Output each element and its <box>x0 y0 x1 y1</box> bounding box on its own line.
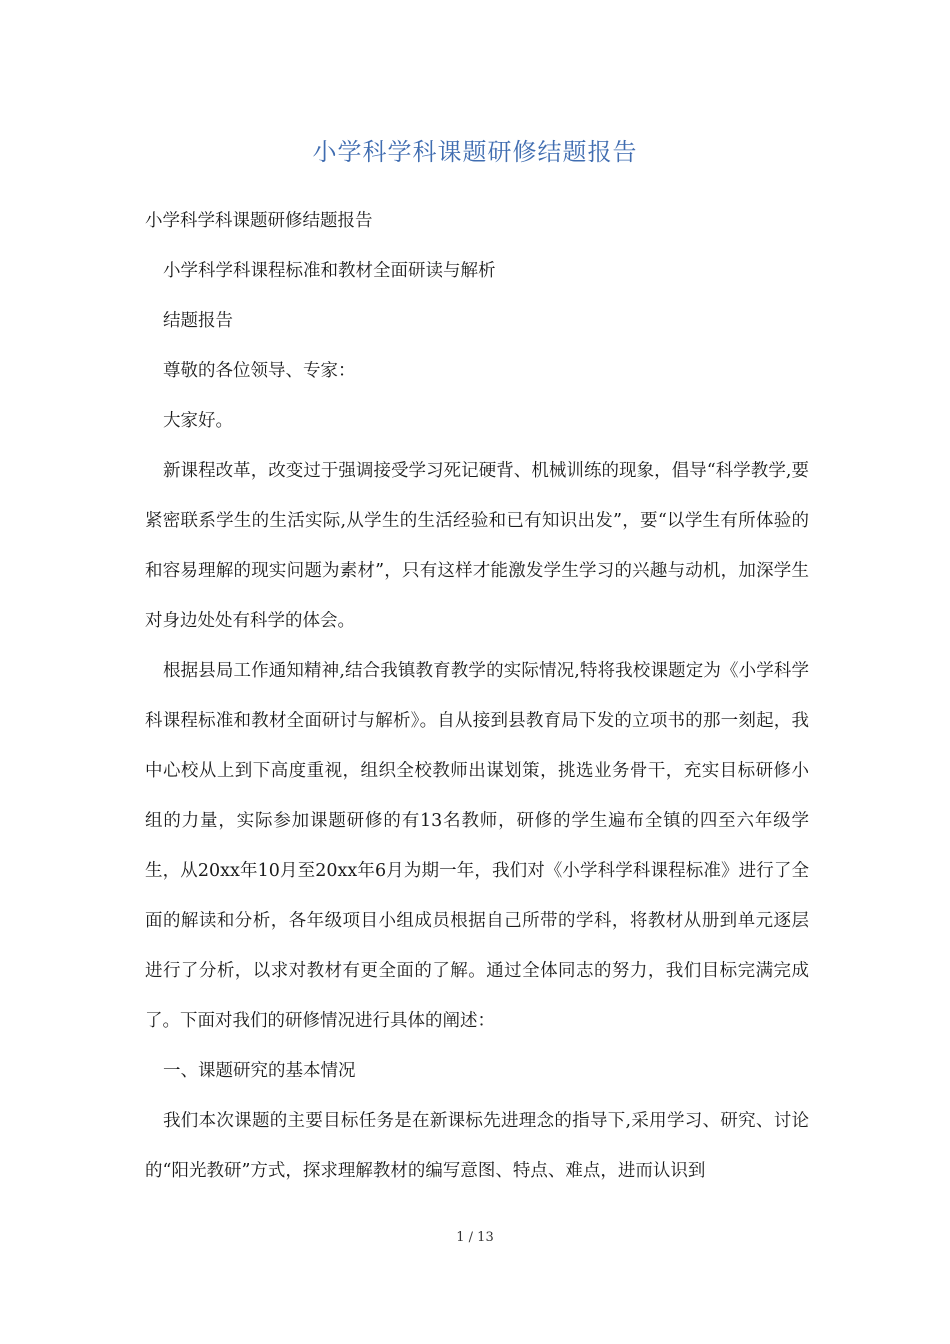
section-heading: 一、课题研究的基本情况 <box>163 1061 356 1081</box>
salutation-line: 尊敬的各位领导、专家： <box>163 361 356 381</box>
report-type-line: 结题报告 <box>163 311 233 331</box>
document-title: 小学科学科课题研修结题报告 <box>312 138 638 166</box>
page-number: 1 / 13 <box>456 1230 494 1245</box>
body-paragraph: 根据县局工作通知精神,结合我镇教育教学的实际情况,特将我校课题定为《小学科学科课程标准和教材全面研讨与解析》。自从接到县教育局下发的立项书的那一刻起，我中心校从上到下高度重视，组织全校教师出谋划策，挑选业务骨干，充实目标研修小组的力量，实际参加课题研修的有13名教师，研修的学生遍布全镇的四至六年级学生，从20xx年10月至20xx年6月为期一年，我们对《小学科学科课程标准》进行了全面的解读和分析，各年级项目小组成员根据自己所带的学科，将教材从册到单元逐层进行了分析，以求对教材有更全面的了解。通过全体同志的努力，我们目标完满完成了。下面对我们的研修情况进行具体的阐述： <box>145 661 809 1031</box>
body-paragraph: 新课程改革，改变过于强调接受学习死记硬背、机械训练的现象，倡导“科学教学,要紧密联系学生的生活实际,从学生的生活经验和已有知识出发”，要“以学生有所体验的和容易理解的现实问题为素材”，只有这样才能激发学生学习的兴趣与动机，加深学生对身边处处有科学的体会。 <box>145 461 809 631</box>
report-heading-line: 小学科学科课题研修结题报告 <box>145 211 373 231</box>
document-body <box>145 196 809 1196</box>
body-paragraph: 我们本次课题的主要目标任务是在新课标先进理念的指导下,采用学习、研究、讨论的“阳光教研”方式，探求理解教材的编写意图、特点、难点，进而认识到 <box>145 1111 809 1181</box>
greeting-line: 大家好。 <box>163 411 233 431</box>
project-title-line: 小学科学科课程标准和教材全面研读与解析 <box>163 261 496 281</box>
